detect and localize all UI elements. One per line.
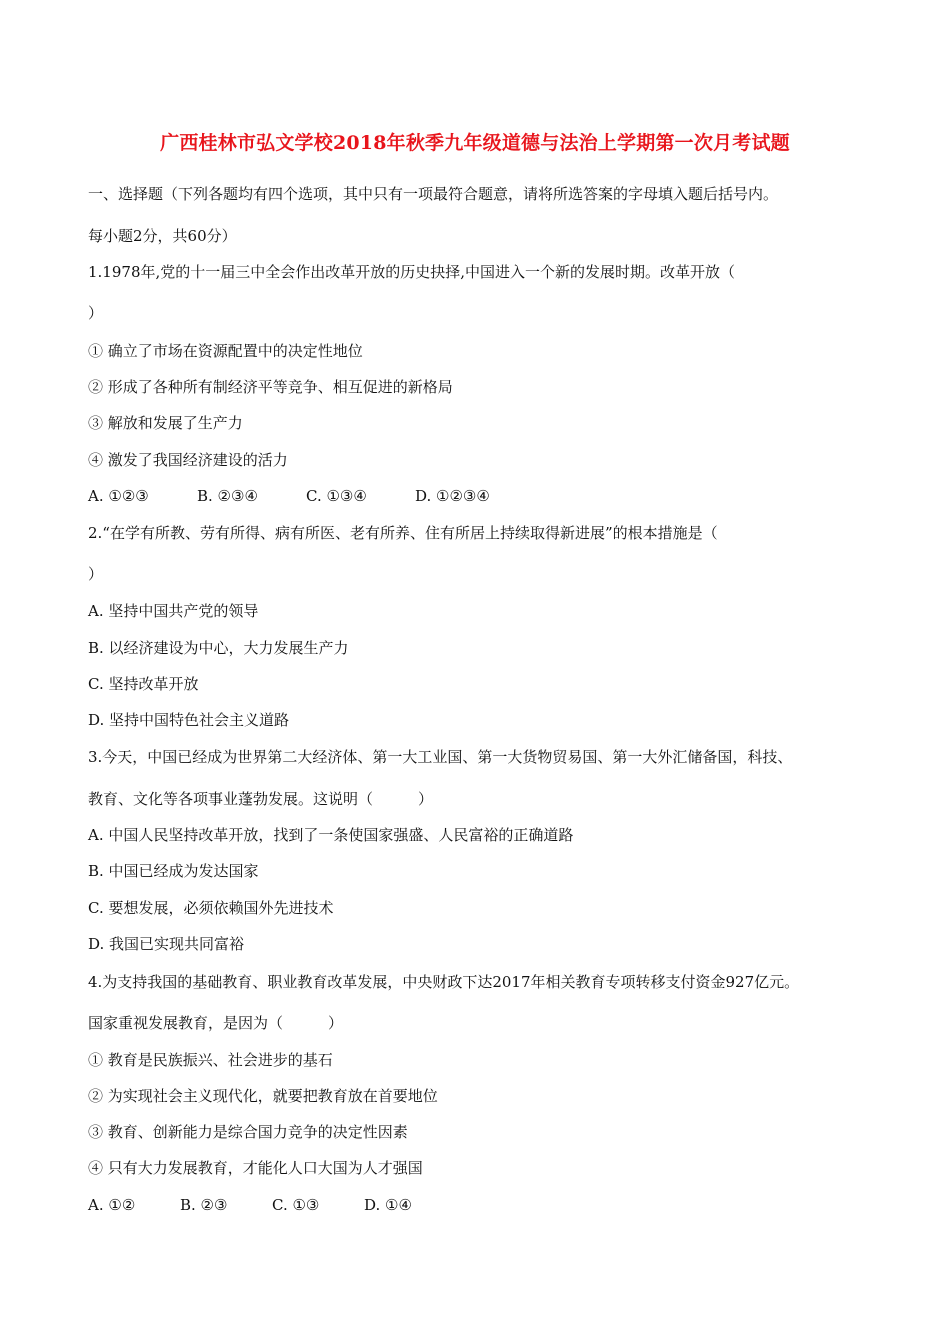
q3-stem-line-1: 3.今天，中国已经成为世界第二大经济体、第一大工业国、第一大货物贸易国、第一大外汇储备国，科技、: [88, 748, 793, 766]
section-instruction-line-2: 每小题2分，共60分）: [88, 227, 237, 245]
q4-options: [88, 1195, 412, 1215]
q1-options: [88, 486, 490, 506]
q4-option-a: A. ①②: [88, 1196, 136, 1214]
q4-item-1: ① 教育是民族振兴、社会进步的基石: [88, 1051, 333, 1069]
q1-item-4: ④ 激发了我国经济建设的活力: [88, 451, 288, 469]
q1-option-d: D. ①②③④: [415, 487, 490, 505]
q4-option-b: B. ②③: [180, 1196, 228, 1214]
q1-stem-line-1: 1.1978年,党的十一届三中全会作出改革开放的历史抉择,中国进入一个新的发展时期。改革开放（: [88, 263, 736, 281]
q1-stem-line-2: ）: [88, 304, 104, 322]
q2-stem-line-1: 2.“在学有所教、劳有所得、病有所医、老有所养、住有所居上持续取得新进展”的根本措施是（: [88, 524, 718, 542]
q4-item-3: ③ 教育、创新能力是综合国力竞争的决定性因素: [88, 1123, 408, 1141]
q3-option-c: C. 要想发展，必须依赖国外先进技术: [88, 899, 334, 917]
q2-option-c: C. 坚持改革开放: [88, 675, 199, 693]
q2-option-d: D. 坚持中国特色社会主义道路: [88, 711, 290, 729]
q4-item-2: ② 为实现社会主义现代化，就要把教育放在首要地位: [88, 1087, 438, 1105]
q3-option-a: A. 中国人民坚持改革开放，找到了一条使国家强盛、人民富裕的正确道路: [88, 826, 574, 844]
q1-option-c: C. ①③④: [306, 487, 367, 505]
q1-option-a: A. ①②③: [88, 487, 149, 505]
q4-stem-line-2: 国家重视发展教育，是因为（ ）: [88, 1014, 344, 1032]
q3-option-d: D. 我国已实现共同富裕: [88, 935, 245, 953]
q4-item-4: ④ 只有大力发展教育，才能化人口大国为人才强国: [88, 1159, 423, 1177]
q2-option-b: B. 以经济建设为中心，大力发展生产力: [88, 639, 349, 657]
q1-item-3: ③ 解放和发展了生产力: [88, 414, 243, 432]
q4-stem-line-1: 4.为支持我国的基础教育、职业教育改革发展，中央财政下达2017年相关教育专项转移支付资金927亿元。: [88, 973, 800, 991]
q2-stem-line-2: ）: [88, 565, 104, 583]
q3-stem-line-2: 教育、文化等各项事业蓬勃发展。这说明（ ）: [88, 790, 434, 808]
q3-option-b: B. 中国已经成为发达国家: [88, 862, 259, 880]
q1-option-b: B. ②③④: [197, 487, 258, 505]
q4-option-d: D. ①④: [364, 1196, 412, 1214]
q4-option-c: C. ①③: [272, 1196, 320, 1214]
q2-option-a: A. 坚持中国共产党的领导: [88, 602, 259, 620]
exam-title: 广西桂林市弘文学校2018年秋季九年级道德与法治上学期第一次月考试题: [160, 132, 790, 154]
q1-item-2: ② 形成了各种所有制经济平等竞争、相互促进的新格局: [88, 378, 453, 396]
q1-item-1: ① 确立了市场在资源配置中的决定性地位: [88, 342, 363, 360]
section-instruction-line-1: 一、选择题（下列各题均有四个选项，其中只有一项最符合题意，请将所选答案的字母填入题后括号内。: [88, 185, 779, 203]
